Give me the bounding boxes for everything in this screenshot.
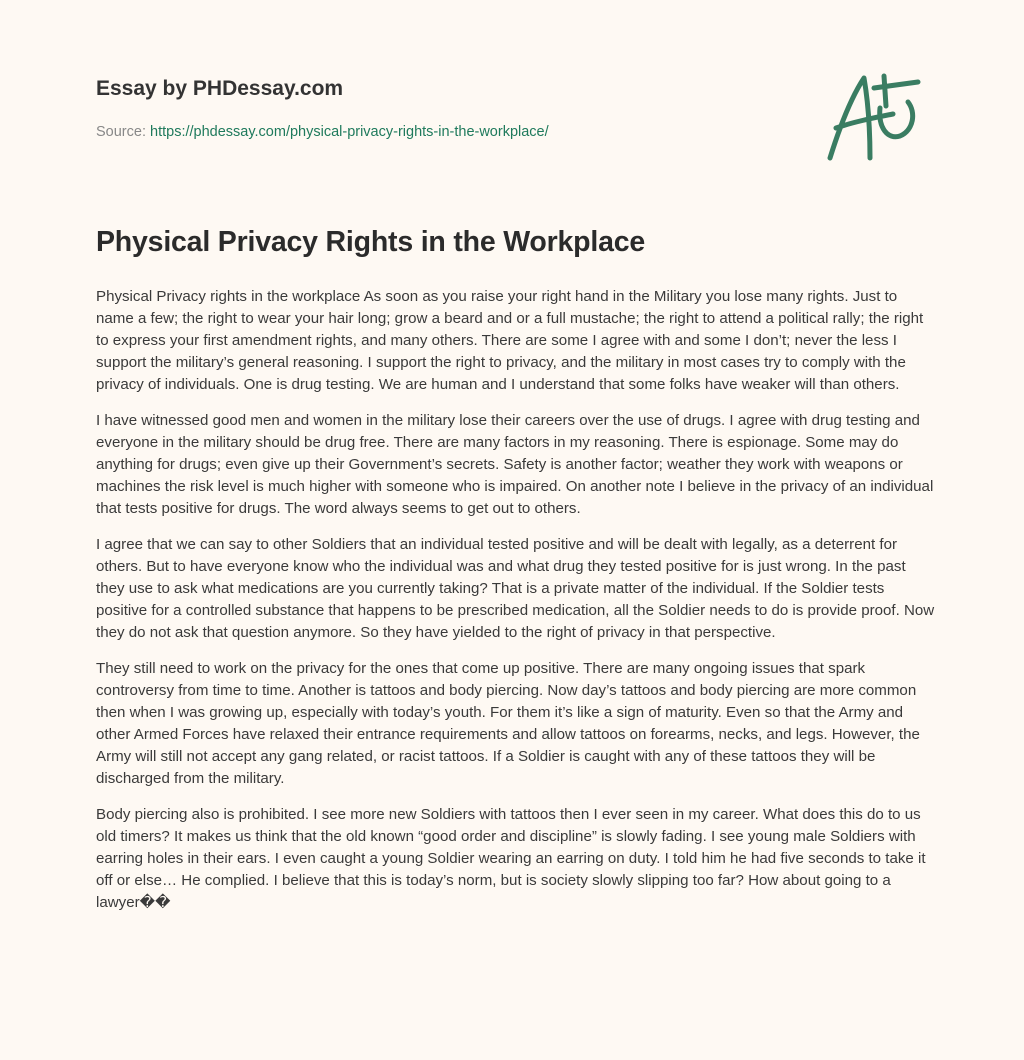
paragraph: I agree that we can say to other Soldiers that an individual tested positive and will be dealt with legally, as a deterrent for others. But to have everyone know who the individual was and what drug they tested positive for is just wrong. In the past they use to ask what medications are you currently taking? That is a private matter of the individual. If the Soldier tests positive for a controlled substance that happens to be prescribed medication, all the Soldier needs to do is provide proof. Now they do not ask that question anymore. So they have yielded to the right of privacy in that perspective. <box>96 536 935 641</box>
source-link[interactable]: https://phdessay.com/physical-privacy-rights-in-the-workplace/ <box>150 124 549 140</box>
paragraph: They still need to work on the privacy for the ones that come up positive. There are many ongoing issues that spark controversy from time to time. Another is tattoos and body piercing. Now day’s tattoos and body piercing are more common then when I was growing up, especially with today’s youth. For them it’s like a sign of maturity. Even so that the Army and other Armed Forces have relaxed their entrance requirements and allow tattoos on forearms, necks, and legs. However, the Army will still not accept any gang related, or racist tattoos. If a Soldier is caught with any of these tattoos they will be discharged from the military. <box>96 660 920 787</box>
essay-title: Physical Privacy Rights in the Workplace <box>96 226 646 258</box>
site-brand: Essay by PHDessay.com <box>96 77 344 100</box>
source-line <box>96 124 549 140</box>
essay-body <box>96 286 936 928</box>
paragraph: Physical Privacy rights in the workplace As soon as you raise your right hand in the Military you lose many rights. Just to name a few; the right to wear your hair long; grow a beard and or a full mustache; the right to attend a political rally; the right to express your first amendment rights, and many others. There are some I agree with and some I don’t; never the less I support the military’s general reasoning. I support the right to privacy, and the military in most cases try to comply with the privacy of individuals. One is drug testing. We are human and I understand that some folks have weaker will than others. <box>96 288 924 393</box>
a-plus-logo-icon <box>818 66 928 166</box>
paragraph: I have witnessed good men and women in the military lose their careers over the use of drugs. I agree with drug testing and everyone in the military should be drug free. There are many factors in my reasoning. There is espionage. Some may do anything for drugs; even give up their Government’s secrets. Safety is another factor; weather they work with weapons or machines the risk level is much higher with someone who is impaired. On another note I believe in the privacy of an individual that tests positive for drugs. The word always seems to get out to others. <box>96 412 934 517</box>
paragraph: Body piercing also is prohibited. I see more new Soldiers with tattoos then I ever seen in my career. What does this do to us old timers? It makes us think that the old known “good order and discipline” is slowly fading. I see young male Soldiers with earring holes in their ears. I even caught a young Soldier wearing an earring on duty. I told him he had five seconds to take it off or else… He complied. I believe that this is today’s norm, but is society slowly slipping too far? How about going to a lawyer�� <box>96 806 926 911</box>
source-label: Source: <box>96 124 146 140</box>
